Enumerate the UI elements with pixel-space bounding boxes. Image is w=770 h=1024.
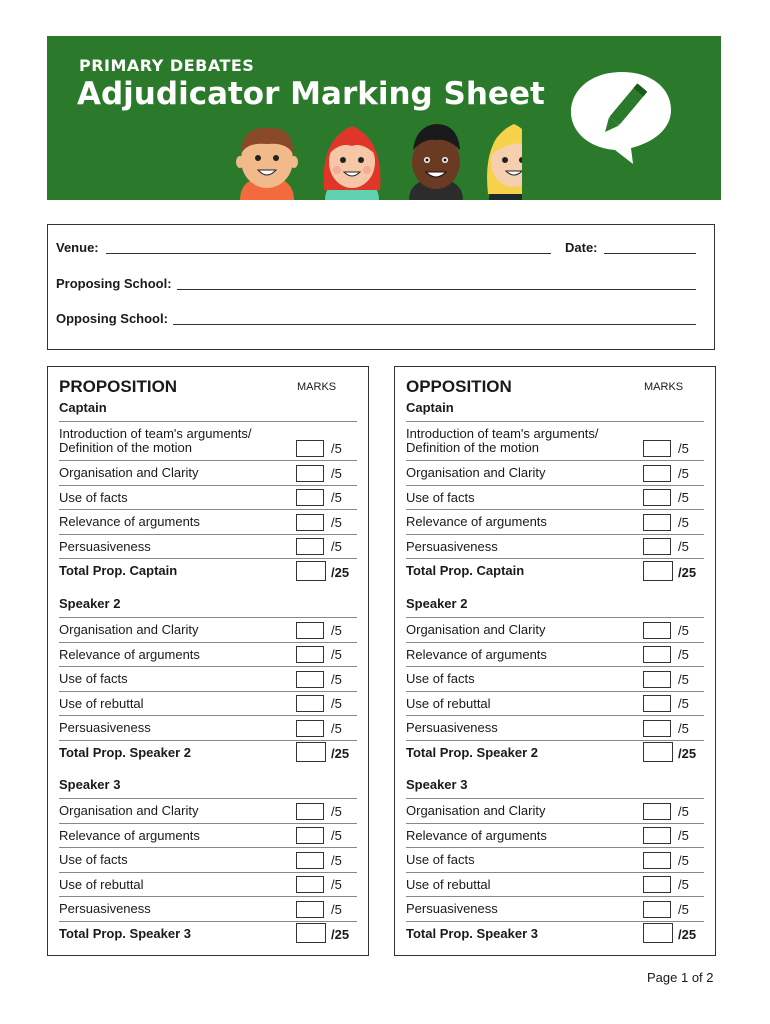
max-score: /5	[331, 901, 342, 917]
max-score: /5	[331, 852, 342, 868]
total-score-input-box[interactable]	[643, 742, 673, 762]
max-score: /5	[678, 696, 689, 711]
total-row	[59, 559, 357, 584]
section-2	[59, 593, 357, 765]
child-4-figure	[487, 124, 522, 200]
max-score: /5	[331, 465, 342, 481]
criterion-label: Relevance of arguments	[406, 646, 547, 662]
score-input-box[interactable]	[296, 489, 324, 506]
proposing-school-label: Proposing School:	[56, 276, 172, 291]
section-3	[406, 774, 704, 946]
max-score: /5	[331, 514, 342, 530]
total-score-input-box[interactable]	[643, 923, 673, 943]
children-illustration	[232, 120, 522, 200]
criterion-label: Relevance of arguments	[406, 514, 547, 529]
max-score: /5	[678, 671, 689, 687]
total-label: Total Prop. Captain	[406, 563, 525, 578]
total-row	[406, 741, 704, 766]
child-2-figure	[324, 126, 381, 200]
criterion-row	[406, 824, 704, 849]
criterion-label: Relevance of arguments	[59, 514, 200, 529]
score-input-box[interactable]	[296, 901, 324, 918]
max-score: /5	[678, 852, 689, 868]
criterion-row	[406, 799, 704, 824]
section-title: Captain	[406, 397, 704, 422]
max-score: /5	[331, 803, 342, 819]
total-max-score: /25	[678, 927, 697, 942]
opposing-school-label: Opposing School:	[56, 311, 168, 326]
total-max-score: /25	[331, 927, 350, 942]
score-input-box[interactable]	[643, 538, 671, 555]
score-input-box[interactable]	[296, 671, 324, 688]
max-score: /5	[678, 803, 689, 819]
score-input-box[interactable]	[296, 622, 324, 639]
total-label: Total Prop. Speaker 3	[406, 925, 538, 941]
criterion-label: Use of rebuttal	[406, 695, 491, 711]
max-score: /5	[678, 877, 689, 892]
criterion-row	[59, 799, 357, 824]
criterion-row	[59, 716, 357, 741]
total-max-score: /25	[331, 746, 350, 761]
total-max-score: /25	[678, 564, 697, 580]
total-score-input-box[interactable]	[296, 742, 326, 762]
criterion-label: Use of rebuttal	[59, 695, 144, 711]
pencil-speech-bubble-icon	[567, 66, 677, 166]
child-1-figure	[236, 128, 298, 200]
max-score: /5	[678, 539, 689, 554]
score-input-box[interactable]	[296, 852, 324, 869]
criterion-label: Persuasiveness	[406, 901, 498, 916]
total-row	[59, 922, 357, 947]
section-title: Speaker 2	[406, 593, 704, 618]
criterion-row	[406, 667, 704, 692]
total-max-score: /25	[331, 564, 350, 580]
criterion-label: Organisation and Clarity	[59, 803, 199, 818]
total-label: Total Prop. Captain	[59, 563, 178, 578]
max-score: /5	[331, 877, 342, 892]
max-score: /5	[331, 490, 342, 505]
criterion-row	[406, 618, 704, 643]
criterion-label: Organisation and Clarity	[59, 622, 199, 637]
total-row	[406, 559, 704, 584]
section-2	[406, 593, 704, 765]
max-score: /5	[678, 647, 689, 662]
score-input-box[interactable]	[643, 901, 671, 918]
criterion-row	[406, 486, 704, 511]
max-score: /5	[678, 441, 689, 456]
criterion-row	[59, 618, 357, 643]
score-input-box[interactable]	[643, 852, 671, 869]
header-subtitle: PRIMARY DEBATES	[79, 56, 255, 75]
criterion-label: Persuasiveness	[59, 720, 151, 735]
total-score-input-box[interactable]	[643, 561, 673, 581]
criterion-label: Introduction of team's arguments/ Definition of the motion	[406, 426, 599, 455]
criterion-row	[59, 461, 357, 486]
opposition-title: OPPOSITION	[406, 377, 512, 396]
marks-column-label: MARKS	[644, 381, 684, 393]
page-number: Page 1 of 2	[647, 970, 714, 985]
total-row	[59, 741, 357, 766]
criterion-row	[59, 692, 357, 717]
criterion-label: Organisation and Clarity	[406, 465, 546, 480]
score-input-box[interactable]	[643, 489, 671, 506]
score-input-box[interactable]	[296, 440, 324, 457]
section-1	[59, 397, 357, 584]
criterion-row	[406, 897, 704, 922]
section-3	[59, 774, 357, 946]
criterion-row	[406, 643, 704, 668]
max-score: /5	[331, 647, 342, 662]
score-input-box[interactable]	[296, 465, 324, 482]
opposing-school-field[interactable]	[173, 324, 696, 325]
max-score: /5	[331, 539, 342, 554]
date-field[interactable]	[604, 253, 696, 254]
criterion-label: Relevance of arguments	[59, 646, 200, 662]
criterion-label: Use of rebuttal	[59, 876, 144, 892]
proposition-panel	[47, 366, 369, 956]
venue-label: Venue:	[56, 240, 99, 255]
criterion-label: Relevance of arguments	[59, 827, 200, 843]
max-score: /5	[678, 901, 689, 917]
criterion-label: Organisation and Clarity	[406, 803, 546, 818]
total-label: Total Prop. Speaker 2	[59, 744, 191, 760]
criterion-row	[406, 692, 704, 717]
date-label: Date:	[565, 240, 598, 255]
criterion-row	[406, 716, 704, 741]
total-score-input-box[interactable]	[296, 923, 326, 943]
score-input-box[interactable]	[643, 803, 671, 820]
score-input-box[interactable]	[643, 876, 671, 893]
criterion-row	[59, 643, 357, 668]
criterion-label: Relevance of arguments	[406, 827, 547, 843]
total-label: Total Prop. Speaker 2	[406, 744, 538, 760]
criterion-row	[406, 535, 704, 560]
criterion-row	[59, 824, 357, 849]
total-row	[406, 922, 704, 947]
proposition-title: PROPOSITION	[59, 377, 178, 396]
section-title: Speaker 2	[59, 593, 357, 618]
total-max-score: /25	[678, 746, 697, 761]
header-banner	[47, 36, 721, 200]
proposing-school-field[interactable]	[177, 289, 696, 290]
criterion-row	[406, 510, 704, 535]
criterion-label: Persuasiveness	[406, 538, 498, 554]
score-input-box[interactable]	[643, 646, 671, 663]
criterion-label: Persuasiveness	[59, 901, 151, 916]
max-score: /5	[331, 828, 342, 843]
max-score: /5	[678, 828, 689, 843]
section-title: Speaker 3	[59, 774, 357, 799]
page-title: Adjudicator Marking Sheet	[77, 76, 545, 112]
score-input-box[interactable]	[643, 440, 671, 457]
max-score: /5	[331, 720, 342, 736]
criterion-label: Use of rebuttal	[406, 876, 491, 892]
score-input-box[interactable]	[296, 827, 324, 844]
max-score: /5	[331, 441, 342, 456]
criterion-label: Use of facts	[59, 671, 128, 686]
criterion-row	[406, 422, 704, 461]
max-score: /5	[678, 622, 689, 638]
criterion-row	[59, 510, 357, 535]
score-input-box[interactable]	[643, 622, 671, 639]
max-score: /5	[678, 490, 689, 505]
score-input-box[interactable]	[296, 514, 324, 531]
criterion-row	[59, 422, 357, 461]
total-score-input-box[interactable]	[296, 561, 326, 581]
criterion-row	[406, 873, 704, 898]
max-score: /5	[678, 465, 689, 481]
criterion-label: Persuasiveness	[59, 538, 151, 554]
criterion-row	[406, 848, 704, 873]
score-input-box[interactable]	[643, 514, 671, 531]
max-score: /5	[331, 696, 342, 711]
criterion-row	[59, 873, 357, 898]
criterion-label: Organisation and Clarity	[406, 622, 546, 637]
score-input-box[interactable]	[643, 671, 671, 688]
max-score: /5	[678, 514, 689, 530]
criterion-row	[59, 486, 357, 511]
score-input-box[interactable]	[643, 695, 671, 712]
criterion-label: Introduction of team's arguments/ Definition of the motion	[59, 426, 252, 455]
criterion-row	[59, 667, 357, 692]
max-score: /5	[678, 720, 689, 736]
opposition-panel	[394, 366, 716, 956]
max-score: /5	[331, 671, 342, 687]
criterion-label: Persuasiveness	[406, 720, 498, 735]
max-score: /5	[331, 622, 342, 638]
criterion-label: Organisation and Clarity	[59, 465, 199, 480]
score-input-box[interactable]	[643, 720, 671, 737]
score-input-box[interactable]	[296, 538, 324, 555]
score-input-box[interactable]	[643, 465, 671, 482]
score-input-box[interactable]	[296, 876, 324, 893]
score-input-box[interactable]	[296, 646, 324, 663]
score-input-box[interactable]	[296, 720, 324, 737]
criterion-label: Use of facts	[59, 852, 128, 867]
criterion-row	[59, 897, 357, 922]
score-input-box[interactable]	[643, 827, 671, 844]
marks-column-label: MARKS	[297, 381, 337, 393]
criterion-label: Use of facts	[59, 489, 128, 505]
section-title: Speaker 3	[406, 774, 704, 799]
score-input-box[interactable]	[296, 695, 324, 712]
criterion-row	[59, 848, 357, 873]
score-input-box[interactable]	[296, 803, 324, 820]
child-3-figure	[409, 124, 463, 200]
criterion-row	[59, 535, 357, 560]
criterion-label: Use of facts	[406, 852, 475, 867]
venue-field[interactable]	[106, 253, 551, 254]
criterion-label: Use of facts	[406, 489, 475, 505]
section-1	[406, 397, 704, 584]
total-label: Total Prop. Speaker 3	[59, 925, 191, 941]
criterion-row	[406, 461, 704, 486]
criterion-label: Use of facts	[406, 671, 475, 686]
match-info-box	[47, 224, 715, 350]
section-title: Captain	[59, 397, 357, 422]
